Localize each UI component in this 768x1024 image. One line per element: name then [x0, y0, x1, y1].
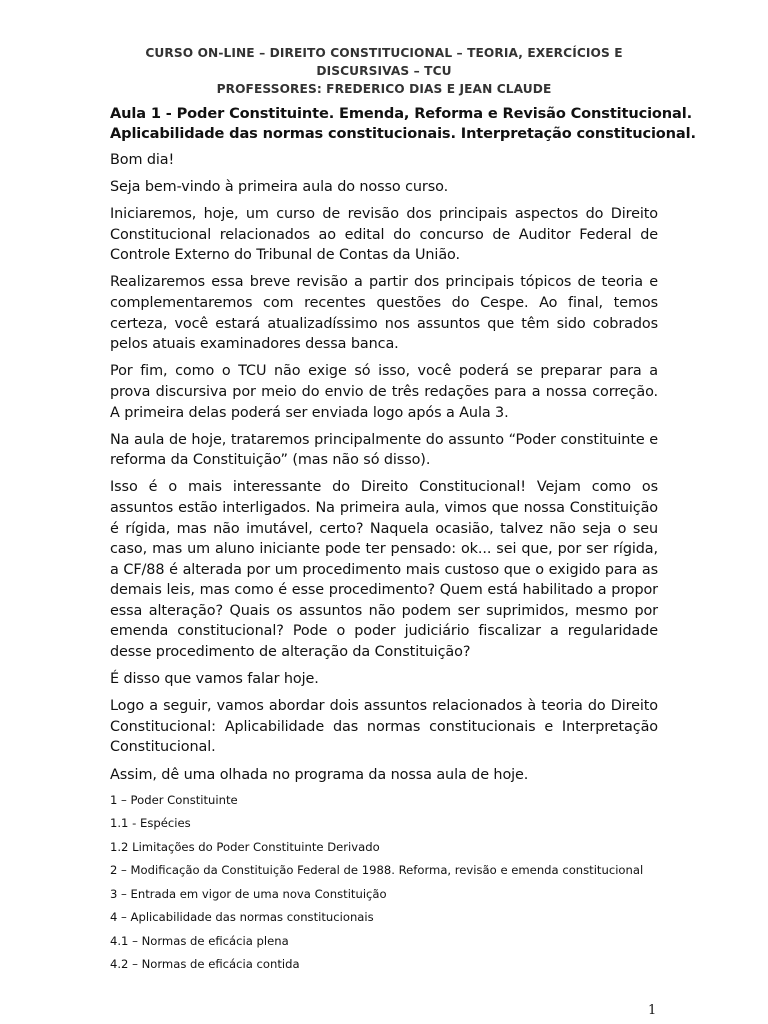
lesson-title [110, 104, 696, 144]
paragraph-today: É disso que vamos falar hoje. [110, 671, 319, 688]
list-item: 1 – Poder Constituinte [110, 792, 238, 807]
lesson-title-line-1: Aula 1 - Poder Constituinte. Emenda, Reforma e Revisão Constitucional. [110, 105, 692, 122]
page-number: 1 [648, 1003, 657, 1018]
list-item: 4.1 – Normas de eficácia plena [110, 933, 289, 948]
list-item: 1.2 Limitações do Poder Constituinte Derivado [110, 839, 380, 854]
paragraph-next-topics: Logo a seguir, vamos abordar dois assuntos relacionados à teoria do Direito Constitucional: Aplicabilidade das normas constitucionais e Interpretação Constitucional. [110, 698, 658, 756]
paragraph-review: Realizaremos essa breve revisão a partir dos principais tópicos de teoria e complementaremos com recentes questões do Cespe. Ao final, temos certeza, você estará atualizadíssimo nos assuntos que têm sido cobrados pelos atuais examinadores dessa banca. [110, 274, 658, 353]
header-line-1: CURSO ON-LINE – DIREITO CONSTITUCIONAL – TEORIA, EXERCÍCIOS E [145, 46, 623, 60]
header-line-3: PROFESSORES: FREDERICO DIAS E JEAN CLAUDE [216, 82, 552, 96]
paragraph-topic: Na aula de hoje, trataremos principalmente do assunto “Poder constituinte e reforma da Constituição” (mas não só disso). [110, 431, 658, 469]
list-item: 4.2 – Normas de eficácia contida [110, 957, 300, 972]
lesson-title-line-2: Aplicabilidade das normas constitucionais. Interpretação constitucional. [110, 125, 696, 142]
list-item: 4 – Aplicabilidade das normas constitucionais [110, 910, 374, 925]
list-item: 1.1 - Espécies [110, 816, 191, 831]
list-item: 2 – Modificação da Constituição Federal de 1988. Reforma, revisão e emenda constitucional [110, 863, 644, 878]
course-header [102, 44, 666, 98]
paragraph-greeting: Bom dia! [110, 152, 175, 168]
body-text [110, 150, 658, 785]
paragraph-discursive: Por fim, como o TCU não exige só isso, você poderá se preparar para a prova discursiva por meio do envio de três redações para a nossa correção. A primeira delas poderá ser enviada logo após a Aula 3. [110, 363, 658, 421]
program-list [110, 792, 658, 974]
paragraph-program: Assim, dê uma olhada no programa da nossa aula de hoje. [110, 766, 529, 783]
document-page [110, 44, 696, 980]
paragraph-intro: Iniciaremos, hoje, um curso de revisão dos principais aspectos do Direito Constitucional relacionados ao edital do concurso de Auditor Federal de Controle Externo do Tribunal de Contas da União. [110, 206, 658, 264]
list-item: 3 – Entrada em vigor de uma nova Constituição [110, 886, 387, 901]
paragraph-welcome: Seja bem-vindo à primeira aula do nosso curso. [110, 179, 449, 196]
paragraph-interest: Isso é o mais interessante do Direito Constitucional! Vejam como os assuntos estão interligados. Na primeira aula, vimos que nossa Constituição é rígida, mas não imutável, certo? Naquela ocasião, talvez não seja o seu caso, mas um aluno iniciante pode ter pensado: ok... sei que, por ser rígida, a CF/88 é alterada por um procedimento mais custoso que o exigido para as demais leis, mas como é esse procedimento? Quem está habilitado a propor essa alteração? Quais os assuntos não podem ser suprimidos, mesmo por emenda constitucional? Pode o poder judiciário fiscalizar a regularidade desse procedimento de alteração da Constituição? [110, 479, 658, 661]
header-line-2: DISCURSIVAS – TCU [316, 64, 452, 78]
